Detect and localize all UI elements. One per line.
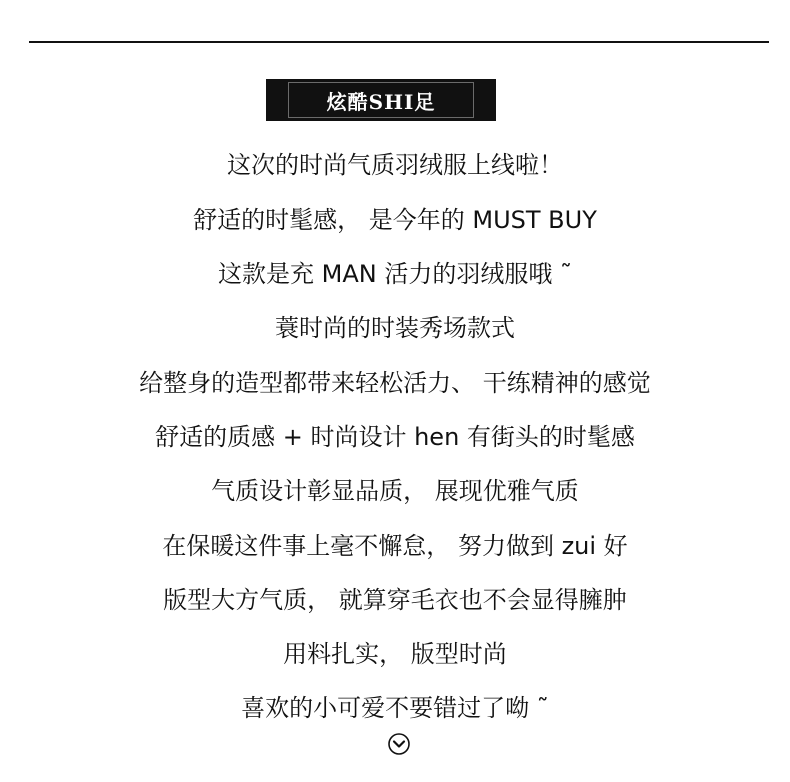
section-title: 炫酷SHI足 <box>288 82 474 118</box>
description-line-7: 气质设计彰显品质， 展现优雅气质 <box>211 477 579 505</box>
description-line-2: 舒适的时髦感， 是今年的 MUST BUY <box>193 206 597 234</box>
description-line-3: 这款是充 MAN 活力的羽绒服哦 ˜ <box>218 260 572 288</box>
description-line-1: 这次的时尚气质羽绒服上线啦！ <box>227 151 563 179</box>
top-divider <box>29 41 769 43</box>
chevron-down-circle-icon[interactable] <box>387 732 411 756</box>
description-line-6: 舒适的质感 + 时尚设计 hen 有街头的时髦感 <box>155 423 635 451</box>
description-line-11: 喜欢的小可爱不要错过了呦 ˜ <box>241 694 549 722</box>
section-title-banner <box>266 79 496 121</box>
description-line-9: 版型大方气质， 就算穿毛衣也不会显得臃肿 <box>163 586 627 614</box>
description-line-10: 用料扎实， 版型时尚 <box>283 640 507 668</box>
description-line-8: 在保暖这件事上毫不懈怠， 努力做到 zui 好 <box>162 532 628 560</box>
description-line-4: 蓑时尚的时装秀场款式 <box>275 314 515 342</box>
description-line-5: 给整身的造型都带来轻松活力、 干练精神的感觉 <box>139 369 651 397</box>
